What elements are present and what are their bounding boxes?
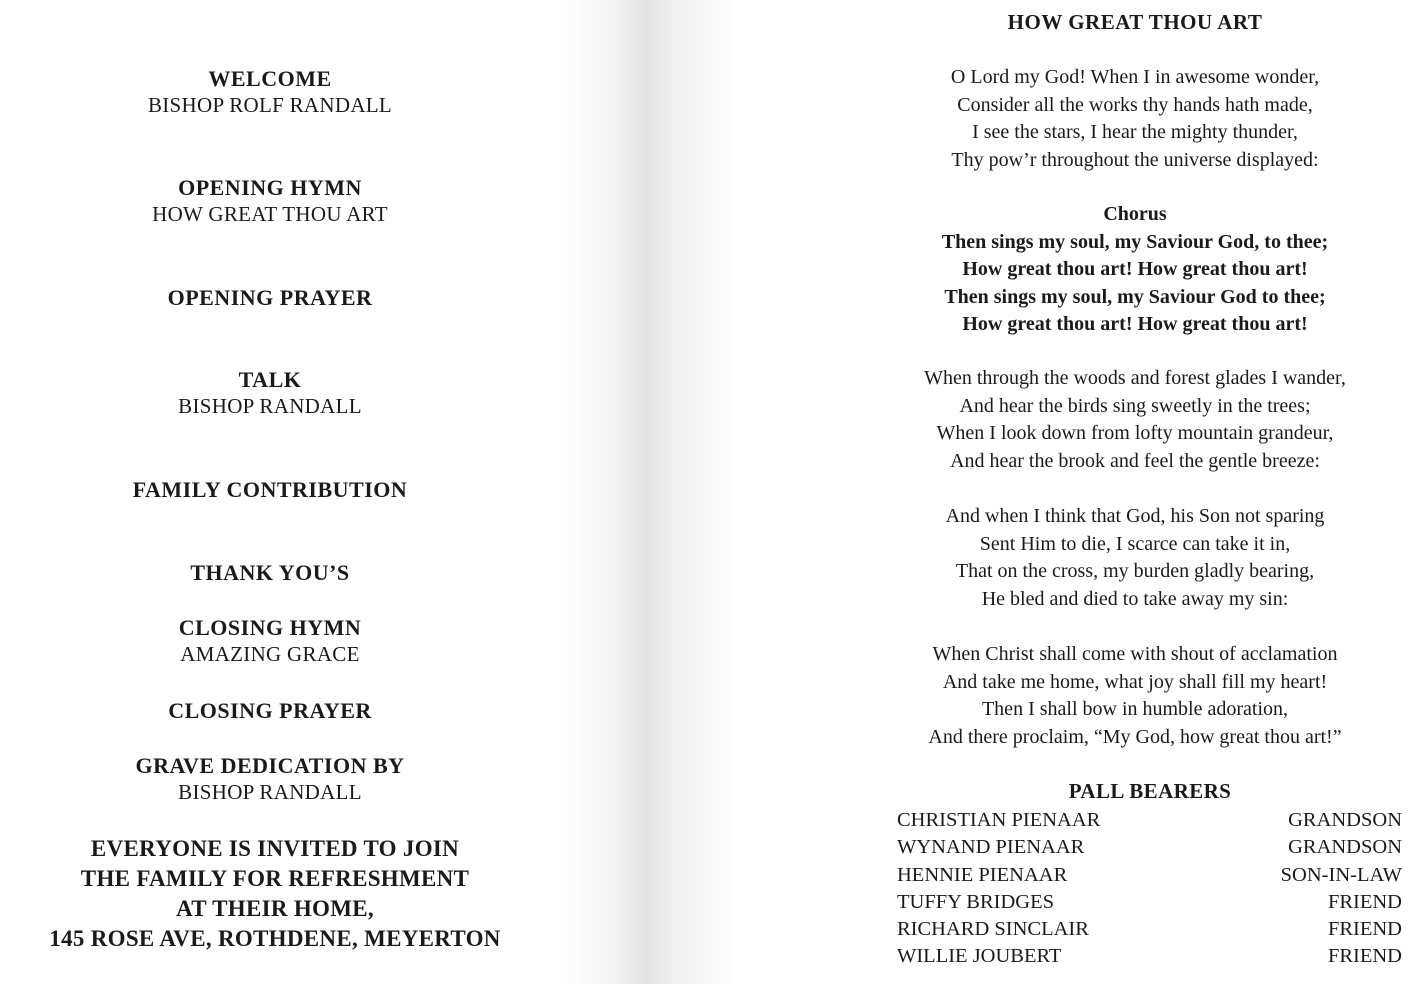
lyric-line: Then I shall bow in humble adoration, [981, 698, 1289, 720]
pall-bearer-relation: GRANDSON [1288, 809, 1402, 831]
invitation-address: 145 ROSE AVE, ROTHDENE, MEYERTON [49, 926, 501, 951]
closing-hymn-section [0, 614, 540, 668]
opening-hymn-section [0, 174, 540, 228]
pall-bearer-relation: FRIEND [1327, 918, 1402, 941]
hymn-verse-4 [880, 641, 1390, 751]
lyric-line: And when I think that God, his Son not sparing [945, 505, 1325, 527]
pall-bearer-name: RICHARD SINCLAIR [897, 918, 1089, 941]
pall-bearer-row [897, 807, 1402, 834]
family-contribution-section [0, 476, 540, 503]
pall-bearer-row [897, 862, 1402, 889]
grave-dedication-heading: GRAVE DEDICATION BY [135, 753, 405, 778]
pall-bearer-name: HENNIE PIENAAR [897, 863, 1068, 886]
closing-prayer-section [0, 697, 540, 724]
thank-yous-heading: THANK YOU’S [190, 560, 350, 585]
lyric-line: O Lord my God! When I in awesome wonder, [950, 66, 1320, 88]
lyric-line: Consider all the works thy hands hath made, [957, 93, 1313, 116]
hymn-title: HOW GREAT THOU ART [1007, 10, 1263, 34]
chorus-line: Then sings my soul, my Saviour God to thee; [944, 285, 1326, 308]
pall-bearer-name: WYNAND PIENAAR [897, 836, 1085, 859]
talk-section [0, 366, 540, 420]
invitation-line: THE FAMILY FOR REFRESHMENT [80, 866, 470, 891]
chorus-line: Then sings my soul, my Saviour God, to thee; [941, 230, 1329, 253]
pall-bearers-heading: PALL BEARERS [1068, 779, 1232, 803]
welcome-speaker: BISHOP ROLF RANDALL [147, 93, 393, 117]
invitation-line: AT THEIR HOME, [176, 896, 374, 921]
welcome-section [0, 65, 540, 119]
pall-bearer-relation: GRANDSON [1288, 836, 1402, 859]
lyric-line: Sent Him to die, I scarce can take it in, [979, 532, 1291, 555]
welcome-heading: WELCOME [208, 66, 332, 91]
lyric-line: When through the woods and forest glades I wander, [924, 367, 1346, 389]
lyric-line: And hear the birds sing sweetly in the trees; [959, 394, 1311, 417]
opening-prayer-heading: OPENING PRAYER [167, 285, 373, 310]
hymn-verse-3 [880, 503, 1390, 613]
refreshment-invitation [5, 834, 545, 954]
pall-bearer-row [897, 916, 1402, 943]
pall-bearer-relation: FRIEND [1327, 945, 1402, 968]
thank-yous-section [0, 559, 540, 586]
lyric-line: That on the cross, my burden gladly bearing, [955, 560, 1315, 582]
lyric-line: When Christ shall come with shout of acclamation [932, 643, 1338, 665]
hymn-page [680, 0, 1421, 984]
lyric-line: And hear the brook and feel the gentle breeze: [950, 449, 1320, 472]
lyric-line: Thy pow’r throughout the universe displayed: [951, 148, 1319, 171]
lyric-line: And there proclaim, “My God, how great thou art!” [928, 725, 1342, 748]
hymn-verse-2 [880, 365, 1390, 475]
family-contribution-heading: FAMILY CONTRIBUTION [132, 477, 408, 502]
talk-heading: TALK [238, 367, 302, 392]
chorus-line: How great thou art! How great thou art! [962, 313, 1308, 335]
pall-bearer-name: CHRISTIAN PIENAAR [897, 809, 1101, 831]
order-of-service-page [0, 0, 640, 984]
closing-hymn-heading: CLOSING HYMN [178, 615, 362, 640]
pall-bearer-name: WILLIE JOUBERT [897, 945, 1062, 968]
pall-bearers-list [897, 807, 1402, 971]
hymn-chorus [880, 201, 1390, 339]
chorus-label: Chorus [1103, 203, 1167, 225]
lyric-line: And take me home, what joy shall fill my heart! [942, 670, 1328, 693]
hymn-verse-1 [880, 64, 1390, 174]
closing-hymn-title: AMAZING GRACE [180, 642, 360, 666]
pall-bearer-row [897, 889, 1402, 916]
lyric-line: When I look down from lofty mountain grandeur, [936, 422, 1334, 444]
pall-bearer-relation: FRIEND [1327, 890, 1402, 913]
chorus-line: How great thou art! How great thou art! [962, 258, 1308, 280]
opening-hymn-title: HOW GREAT THOU ART [152, 202, 388, 226]
pall-bearer-name: TUFFY BRIDGES [897, 890, 1055, 913]
closing-prayer-heading: CLOSING PRAYER [168, 698, 372, 723]
talk-speaker: BISHOP RANDALL [178, 394, 362, 418]
lyric-line: I see the stars, I hear the mighty thunder, [972, 121, 1298, 143]
grave-dedication-officiant: BISHOP RANDALL [178, 780, 362, 804]
opening-prayer-section [0, 284, 540, 311]
pall-bearer-row [897, 943, 1402, 970]
lyric-line: He bled and died to take away my sin: [981, 587, 1289, 610]
pall-bearer-row [897, 834, 1402, 861]
invitation-line: EVERYONE IS INVITED TO JOIN [90, 836, 460, 861]
pall-bearer-relation: SON-IN-LAW [1280, 863, 1402, 886]
grave-dedication-section [0, 752, 540, 806]
opening-hymn-heading: OPENING HYMN [178, 175, 362, 200]
